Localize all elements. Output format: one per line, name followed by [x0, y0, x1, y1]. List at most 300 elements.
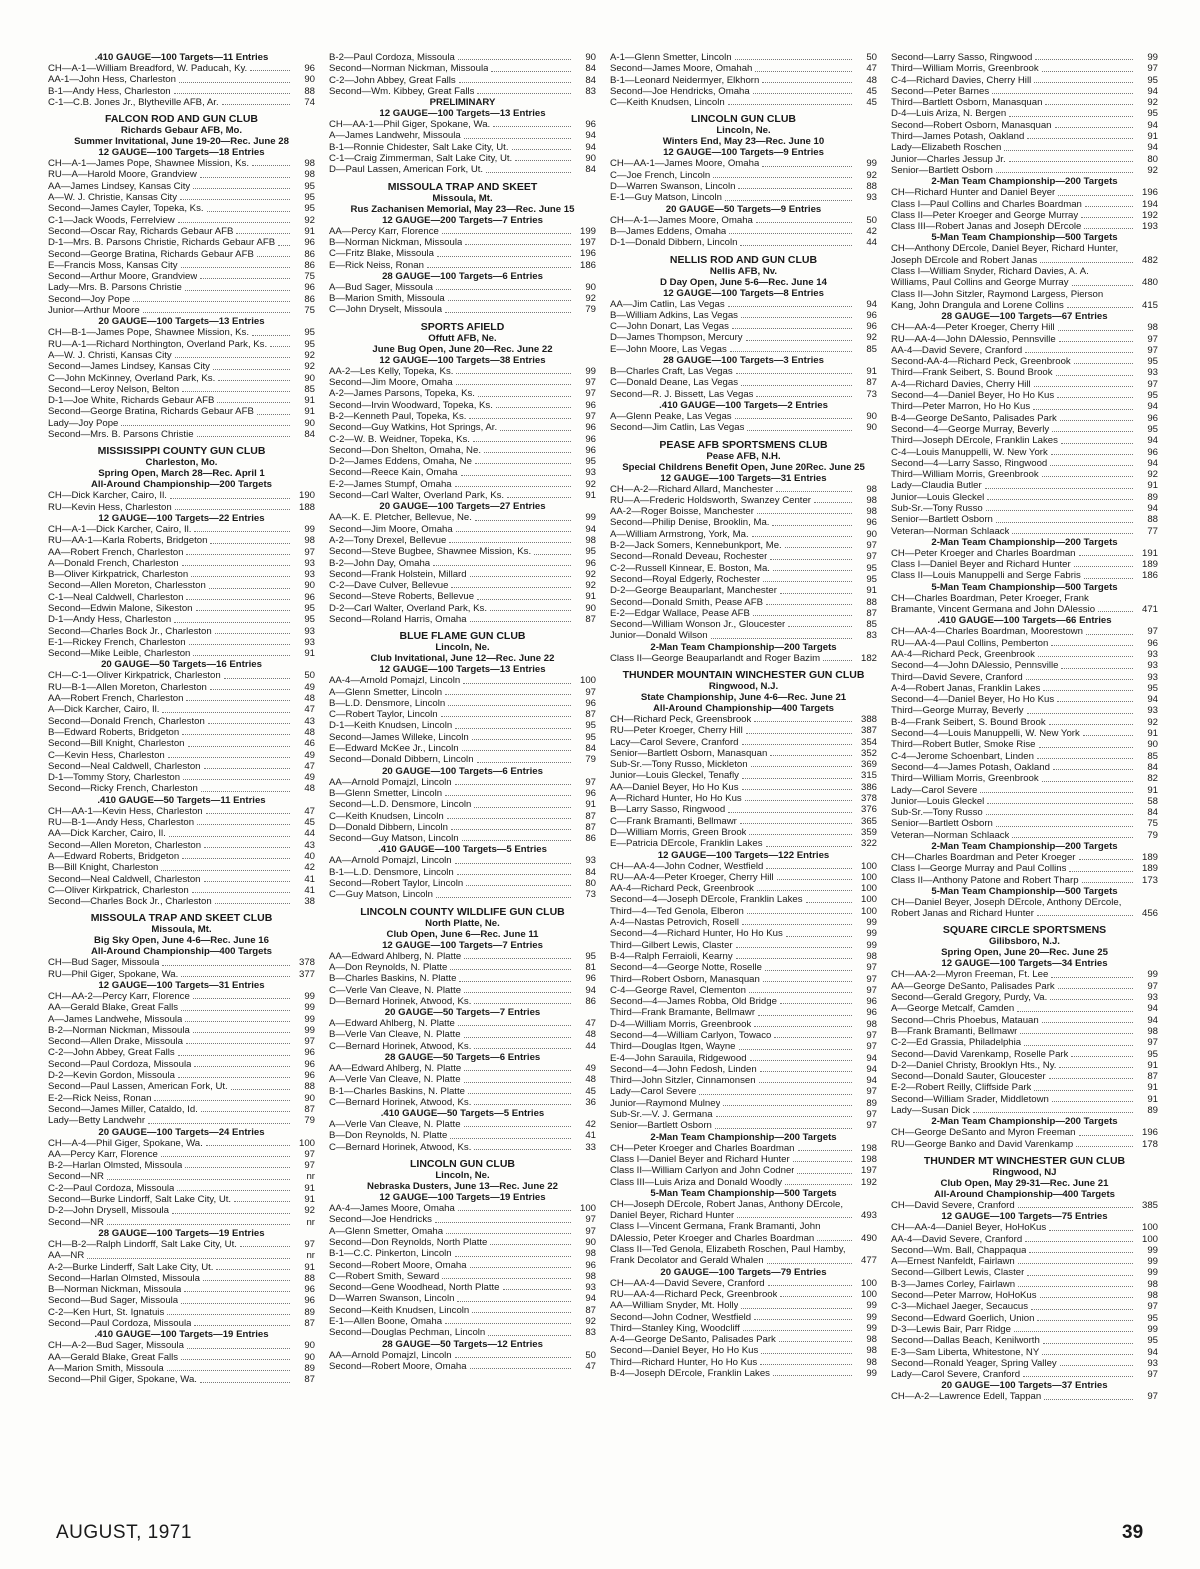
dot-leader: [475, 520, 571, 521]
score: 96: [585, 422, 596, 434]
shooter-name: C—John Dryselt, Missoula: [329, 304, 443, 316]
result-row: [48, 384, 315, 395]
dot-leader: [1050, 999, 1133, 1000]
shooter-name: C-2—Paul Cordoza, Missoula: [48, 1182, 175, 1194]
shooter-name: C—Verle Van Cleave, N. Platte: [329, 984, 462, 996]
event-subheading: Rus Zachanisen Memorial, May 23—Rec. June 15: [350, 203, 575, 215]
result-row: [329, 422, 596, 433]
result-row: [610, 770, 877, 781]
shooter-name: Class I—George Murray and Paul Collins: [891, 863, 1067, 875]
dot-leader: [754, 721, 852, 722]
result-row: [329, 833, 596, 844]
result-row: [48, 1340, 315, 1351]
shooter-name: Second—Roland Harris, Omaha: [329, 613, 467, 625]
result-row: [48, 1070, 315, 1081]
result-row: [891, 108, 1158, 119]
score: 387: [860, 725, 877, 737]
result-row: [610, 1053, 877, 1064]
shooter-name: Second—Arthur Moore, Grandview: [48, 271, 198, 283]
score: 48: [585, 1029, 596, 1041]
dot-leader: [1042, 1354, 1133, 1355]
score: 96: [1147, 412, 1158, 424]
score: 98: [866, 483, 877, 495]
dot-leader: [1040, 1297, 1133, 1298]
event-subheading: 20 GAUGE—100 Targets—27 Entries: [379, 501, 546, 513]
dot-leader: [750, 1060, 852, 1061]
dot-leader: [204, 768, 290, 769]
result-row: [329, 558, 596, 569]
score: 89: [1147, 1105, 1158, 1117]
dot-leader: [442, 233, 571, 234]
shooter-name: C-1—Neal Caldwell, Charleston: [48, 591, 184, 603]
score: 89: [866, 1097, 877, 1109]
score: 49: [585, 1063, 596, 1074]
score: 96: [866, 1007, 877, 1019]
score: 192: [1141, 209, 1158, 221]
dot-leader: [182, 391, 290, 392]
score: 97: [585, 776, 596, 788]
score: 97: [1147, 378, 1158, 390]
shooter-name: RU—Peter Kroeger, Cherry Hill: [610, 725, 743, 737]
score: 94: [1147, 457, 1158, 469]
score: 89: [304, 1306, 315, 1318]
shooter-name: Second—Edwin Malone, Sikeston: [48, 602, 193, 614]
dot-leader: [788, 626, 852, 627]
score: 79: [585, 304, 596, 316]
dot-leader: [463, 683, 571, 684]
dot-leader: [785, 1184, 852, 1185]
result-row: [891, 1256, 1158, 1267]
score: 42: [866, 225, 877, 237]
dot-leader: [441, 716, 571, 717]
dot-leader: [766, 846, 853, 847]
result-row: [48, 1093, 315, 1104]
result-row: [48, 603, 315, 614]
result-row: [891, 1391, 1158, 1402]
dot-leader: [455, 486, 571, 487]
score: 93: [866, 192, 877, 204]
score: 98: [585, 1248, 596, 1260]
dot-leader: [470, 621, 571, 622]
result-row: [891, 480, 1158, 491]
dot-leader: [174, 93, 290, 94]
score: 48: [304, 726, 315, 738]
dot-leader: [252, 165, 290, 166]
score: 90: [866, 422, 877, 434]
result-row: [610, 759, 877, 770]
score: 90: [304, 417, 315, 429]
dot-leader: [161, 1156, 290, 1157]
score: 95: [1147, 1048, 1158, 1060]
dot-leader: [167, 1370, 290, 1371]
score: 90: [304, 1340, 315, 1352]
dot-leader: [252, 335, 290, 336]
score: 87: [1147, 1071, 1158, 1083]
result-row: [48, 1262, 315, 1273]
event-subheading: All-Around Championship—200 Targets: [90, 479, 273, 491]
score: 47: [304, 760, 315, 772]
shooter-name: AA—George DeSanto, Palisades Park: [891, 980, 1055, 992]
result-row: [610, 158, 877, 169]
score: 92: [585, 478, 596, 490]
result-row: [891, 1015, 1158, 1026]
score: 90: [866, 528, 877, 540]
score: 415: [1141, 299, 1158, 311]
dot-leader: [739, 1049, 853, 1050]
results-page: [48, 52, 1160, 1514]
score: 93: [585, 467, 596, 479]
shooter-name: Second—Don Shelton, Omaha, Ne.: [329, 444, 481, 456]
dot-leader: [216, 1269, 290, 1270]
shooter-name: D-1—Tommy Story, Charleston: [48, 772, 181, 784]
result-row: [329, 1305, 596, 1316]
dot-leader: [185, 1021, 290, 1022]
result-row: [610, 1098, 877, 1109]
score: 91: [1147, 480, 1158, 492]
score: 96: [585, 433, 596, 445]
dot-leader: [236, 233, 290, 234]
score: 84: [585, 63, 596, 75]
shooter-name: Second—Daniel Beyer, Ho Ho Kus: [610, 1345, 759, 1357]
result-row: [891, 187, 1158, 198]
score: 81: [585, 961, 596, 973]
result-row: [329, 63, 596, 74]
dot-leader: [167, 1314, 290, 1315]
shooter-name: A-2—James Parsons, Topeka, Ks.: [329, 388, 475, 400]
dot-leader: [475, 463, 571, 464]
result-row: [610, 748, 877, 759]
shooter-name: Third—Robert Butler, Smoke Rise: [891, 739, 1036, 751]
result-row: [329, 456, 596, 467]
score: 49: [304, 681, 315, 693]
shooter-name: C—Fritz Blake, Missoula: [329, 248, 435, 260]
result-row: [891, 796, 1158, 807]
result-row: [610, 574, 877, 585]
dot-leader: [772, 525, 852, 526]
shooter-name: Junior—Louis Gleckel: [891, 491, 985, 503]
result-row: [329, 1237, 596, 1248]
shooter-name: RU—George Banko and David Varenkamp: [891, 1138, 1074, 1150]
shooter-name: Second—Gilbert Lewis, Claster: [891, 1267, 1025, 1279]
event-subheading: Gilibsboro, N.J.: [989, 936, 1060, 948]
shooter-name: E—Francis Moss, Kansas City: [48, 259, 178, 271]
result-row: [329, 119, 596, 130]
result-row: [48, 169, 315, 180]
event-subheading: 12 GAUGE—100 Targets—7 Entries: [382, 939, 543, 951]
shooter-name: D-1—Keith Knudsen, Lincoln: [329, 720, 453, 732]
dot-leader: [461, 475, 571, 476]
dot-leader: [447, 818, 571, 819]
shooter-name: E—John Moore, Las Vegas: [610, 343, 727, 355]
dot-leader: [987, 499, 1133, 500]
dot-leader: [456, 531, 571, 532]
score: 86: [304, 293, 315, 305]
score: 93: [585, 855, 596, 867]
result-row: [610, 332, 877, 343]
dot-leader: [1018, 1207, 1133, 1208]
dot-leader: [500, 430, 571, 431]
score: 388: [860, 713, 877, 725]
shooter-name: A—James Landwehr, Missoula: [329, 130, 461, 142]
shooter-name: CH—A-1—James Moore, Omaha: [610, 214, 753, 226]
result-row: [891, 660, 1158, 671]
shooter-name: Class III—Luis Ariza and Donald Woodly: [610, 1176, 783, 1188]
shooter-name: B—Charles Baskins, N. Platte: [329, 973, 457, 985]
result-row: [891, 322, 1158, 333]
dot-leader: [468, 1093, 571, 1094]
shooter-name: D—Bernard Horinek, Atwood, Ks.: [329, 995, 472, 1007]
result-row: [891, 1003, 1158, 1014]
result-row: [610, 299, 877, 310]
shooter-name: Second—Larry Sasso, Ringwood: [891, 52, 1033, 63]
result-row: [48, 305, 315, 316]
score: 95: [866, 562, 877, 574]
score: 75: [1147, 818, 1158, 830]
result-row: [329, 75, 596, 86]
score: 96: [304, 1058, 315, 1070]
result-row: [329, 962, 596, 973]
event-subheading: 28 GAUGE—100 Targets—3 Entries: [663, 355, 824, 367]
dot-leader: [455, 1357, 571, 1358]
shooter-name: B—L.D. Densmore, Lincoln: [329, 697, 446, 709]
score: 96: [866, 996, 877, 1008]
result-row: [329, 799, 596, 810]
shooter-name: Second—Harlan Olmsted, Missoula: [48, 1272, 200, 1284]
result-row: [891, 1369, 1158, 1380]
dot-leader: [472, 739, 571, 740]
dot-leader: [469, 418, 571, 419]
result-row: [891, 1290, 1158, 1301]
score: 98: [866, 506, 877, 518]
score: 90: [304, 1351, 315, 1363]
result-row: [48, 670, 315, 681]
score: 196: [1141, 1127, 1158, 1139]
score: 493: [860, 1210, 877, 1222]
dot-leader: [466, 885, 571, 886]
result-row: [48, 772, 315, 783]
result-row: [329, 1041, 596, 1052]
score: 97: [866, 540, 877, 552]
score: 95: [1147, 390, 1158, 402]
result-row: [329, 512, 596, 523]
event-subheading: Club Open, June 6—Rec. June 11: [386, 928, 539, 940]
result-row: [610, 872, 877, 883]
dot-leader: [742, 924, 852, 925]
score: 97: [585, 686, 596, 698]
shooter-name: B-1—L.D. Densmore, Lincoln: [329, 866, 454, 878]
score: 38: [304, 896, 315, 908]
event-subheading: 20 GAUGE—50 Targets—7 Entries: [384, 1007, 541, 1019]
score: 91: [304, 406, 315, 418]
dot-leader: [188, 746, 290, 747]
result-row: [329, 1074, 596, 1085]
result-row: [329, 1130, 596, 1141]
score: 97: [585, 1214, 596, 1226]
event-subheading: 28 GAUGE—100 Targets—67 Entries: [941, 311, 1108, 323]
dot-leader: [477, 762, 571, 763]
shooter-name: Third—Joseph DErcole, Franklin Lakes: [891, 435, 1058, 447]
result-row: [891, 165, 1158, 176]
result-row: [891, 75, 1158, 86]
result-row: [48, 547, 315, 558]
result-row: [329, 1142, 596, 1153]
score: 91: [1147, 728, 1158, 740]
score: 98: [866, 494, 877, 506]
result-row: [48, 1014, 315, 1025]
dot-leader: [779, 1341, 852, 1342]
dot-leader: [194, 531, 290, 532]
result-row: [610, 1289, 877, 1300]
result-row: [610, 506, 877, 517]
dot-leader: [1049, 1230, 1133, 1231]
shooter-name: Class I—Paul Collins and Charles Boardman: [891, 198, 1082, 210]
shooter-name: CH—David Severe, Cranford: [891, 1199, 1015, 1211]
shooter-name: Second—Leroy Nelson, Belton: [48, 383, 180, 395]
dot-leader: [464, 992, 571, 993]
event-subheading: 5-Man Team Championship—500 Targets: [931, 885, 1118, 897]
score: 96: [304, 237, 315, 249]
dot-leader: [992, 93, 1133, 94]
dot-leader: [451, 829, 571, 830]
score: 90: [585, 1236, 596, 1248]
score: 99: [866, 1300, 877, 1312]
event-subheading: 12 GAUGE—100 Targets—18 Entries: [98, 147, 265, 159]
shooter-name: Second—Gene Woodhead, North Platte: [329, 1282, 500, 1294]
score: 86: [304, 259, 315, 271]
score: 93: [304, 636, 315, 648]
shooter-name: Second—James Miller, Cataldo, Id.: [48, 1103, 198, 1115]
shooter-name: Second—David Varenkamp, Roselle Park: [891, 1048, 1069, 1060]
dot-leader: [448, 300, 571, 301]
result-row: [48, 569, 315, 580]
shooter-name: Second—William Srader, Middletown: [891, 1093, 1049, 1105]
shooter-name: Second—L.D. Densmore, Lincoln: [329, 799, 472, 811]
shooter-name: Third—William Morris, Greenbrook: [891, 63, 1039, 75]
score: 96: [1147, 446, 1158, 458]
dot-leader: [1031, 1309, 1133, 1310]
dot-leader: [770, 559, 852, 560]
dot-leader: [218, 380, 290, 381]
shooter-name: A—Glenn Peake, Las Vegas: [610, 410, 732, 422]
score: 97: [1147, 980, 1158, 992]
score: 94: [1147, 85, 1158, 97]
dot-leader: [759, 1082, 852, 1083]
result-row: [48, 580, 315, 591]
dot-leader: [1081, 217, 1133, 218]
result-row: [891, 1082, 1158, 1093]
result-row: [610, 1165, 877, 1176]
dot-leader: [1049, 1078, 1133, 1079]
dot-leader: [193, 1032, 290, 1033]
result-row: [48, 1081, 315, 1092]
dot-leader: [757, 513, 852, 514]
score: 94: [1147, 435, 1158, 447]
event-subheading: .410 GAUGE—100 Targets—19 Entries: [94, 1329, 269, 1341]
shooter-name: Third—Bartlett Osborn, Manasquan: [891, 97, 1043, 109]
shooter-name: C—Bernard Horinek, Atwood, Ks.: [329, 1141, 472, 1153]
dot-leader: [1045, 104, 1133, 105]
result-row: [329, 535, 596, 546]
score: 90: [304, 74, 315, 86]
shooter-name: Second—Steve Roberts, Bellevue: [329, 591, 475, 603]
shooter-name: A—Richard Hunter, Ho Ho Kus: [610, 793, 742, 805]
shooter-name: Third—Richard Hunter, Ho Ho Kus: [610, 1356, 758, 1368]
score: 196: [579, 248, 596, 260]
result-row: [329, 951, 596, 962]
event-subheading: .410 GAUGE—50 Targets—5 Entries: [380, 1108, 545, 1120]
result-row: [610, 1041, 877, 1052]
score: 94: [866, 1075, 877, 1087]
shooter-name: D-1—Joe White, Richards Gebaur AFB: [48, 395, 215, 407]
shooter-name: Second—Joy Pope: [48, 293, 131, 305]
dot-leader: [741, 317, 852, 318]
dot-leader: [1079, 1135, 1134, 1136]
dot-leader: [459, 82, 571, 83]
shooter-name: RU—Phil Giger, Spokane, Wa.: [48, 968, 179, 980]
dot-leader: [736, 958, 852, 959]
event-subheading: 12 GAUGE—100 Targets—19 Entries: [379, 1192, 546, 1204]
event-subheading: PRELIMINARY: [429, 97, 496, 109]
dot-leader: [210, 689, 290, 690]
dot-leader: [213, 369, 290, 370]
shooter-name: Second—Guy Watkins, Hot Springs, Ar.: [329, 422, 498, 434]
score: 98: [866, 1334, 877, 1346]
dot-leader: [797, 1173, 852, 1174]
result-row: [891, 1094, 1158, 1105]
event-subheading: 20 GAUGE—100 Targets—13 Entries: [98, 316, 265, 328]
shooter-name: C—Oliver Kirkpatrick, Charleston: [48, 884, 189, 896]
score: 99: [1147, 1256, 1158, 1268]
shooter-name: C—John McKinney, Overland Park, Ks.: [48, 372, 216, 384]
shooter-name: Veteran—Norman Schlaack: [891, 829, 1010, 841]
result-row: [610, 827, 877, 838]
result-row: [610, 495, 877, 506]
score: 98: [866, 1356, 877, 1368]
shooter-name: B-1—Andy Hess, Charleston: [48, 85, 171, 97]
shooter-name: E—Patricia DErcole, Franklin Lakes: [610, 838, 763, 850]
score: 84: [585, 866, 596, 878]
shooter-name: AA—Arnold Pomajzl, Lincoln: [329, 855, 452, 867]
score: 94: [1147, 119, 1158, 131]
score: 95: [1147, 108, 1158, 120]
shooter-name: Second—Guy Matson, Lincoln: [329, 833, 459, 845]
score: 48: [585, 1074, 596, 1086]
event-subheading: Nellis AFB, Nv.: [709, 265, 778, 277]
dot-leader: [760, 1364, 852, 1365]
shooter-name: Second—Jim Moore, Omaha: [329, 377, 453, 389]
event-subheading: 12 GAUGE—100 Targets—34 Entries: [941, 958, 1108, 970]
dot-leader: [175, 509, 290, 510]
result-row: [329, 524, 596, 535]
result-row: [329, 985, 596, 996]
shooter-name: CH—Richard Hunter and Daniel Beyer: [891, 187, 1056, 199]
dot-leader: [751, 766, 852, 767]
result-row: [891, 1049, 1158, 1060]
score: 33: [585, 1141, 596, 1153]
score: 73: [866, 388, 877, 400]
shooter-name: AA—Edward Ahlberg, N. Platte: [329, 1063, 462, 1074]
score: 95: [585, 546, 596, 558]
result-row: [610, 1177, 877, 1188]
event-subheading: 12 GAUGE—200 Targets—7 Entries: [382, 214, 543, 226]
score: 75: [304, 271, 315, 283]
shooter-name: Sub-Sr.—Tony Russo, Mickleton: [610, 759, 748, 771]
shooter-name: Lady—Carol Severe: [610, 1086, 697, 1098]
score: 91: [866, 585, 877, 597]
shooter-name: B-2—Kenneth Paul, Topeka, Ks.: [329, 410, 467, 422]
score: 89: [1147, 491, 1158, 503]
event-subheading: Spring Open, June 20—Rec. June 25: [941, 947, 1108, 959]
